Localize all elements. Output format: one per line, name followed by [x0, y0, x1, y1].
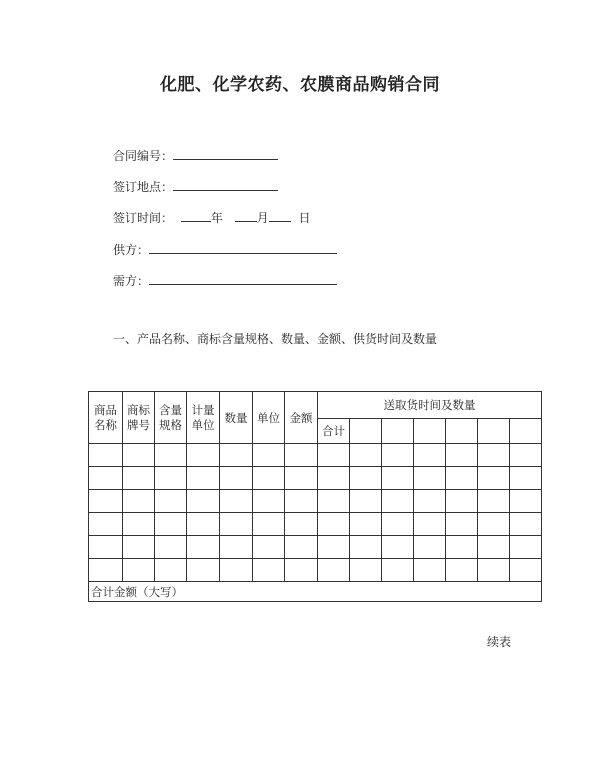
- table-cell[interactable]: [510, 490, 542, 513]
- table-cell[interactable]: [155, 490, 187, 513]
- table-cell[interactable]: [187, 444, 220, 467]
- table-cell[interactable]: [382, 513, 414, 536]
- table-row: [89, 559, 542, 582]
- table-cell[interactable]: [89, 444, 123, 467]
- table-cell[interactable]: [350, 513, 382, 536]
- table-row: [89, 467, 542, 490]
- table-cell[interactable]: [446, 467, 478, 490]
- day-label: 日: [298, 211, 311, 225]
- table-cell[interactable]: [155, 536, 187, 559]
- table-cell[interactable]: [350, 559, 382, 582]
- table-cell[interactable]: [155, 467, 187, 490]
- table-row: [89, 513, 542, 536]
- table-cell[interactable]: [123, 536, 155, 559]
- sign-time-field: [113, 208, 311, 226]
- sign-day-blank[interactable]: [269, 208, 291, 222]
- table-cell[interactable]: [510, 559, 542, 582]
- table-cell[interactable]: [123, 513, 155, 536]
- table-cell[interactable]: [123, 444, 155, 467]
- table-cell[interactable]: [89, 513, 123, 536]
- table-cell[interactable]: [318, 559, 350, 582]
- table-cell[interactable]: [446, 419, 478, 444]
- table-row: [89, 444, 542, 467]
- table-cell[interactable]: [155, 559, 187, 582]
- table-cell[interactable]: [89, 559, 123, 582]
- table-cell[interactable]: [350, 467, 382, 490]
- table-cell[interactable]: [478, 559, 510, 582]
- buyer-blank[interactable]: [149, 271, 337, 285]
- table-cell[interactable]: [382, 559, 414, 582]
- table-cell[interactable]: [446, 536, 478, 559]
- table-cell[interactable]: [187, 536, 220, 559]
- table-cell[interactable]: [187, 467, 220, 490]
- table-cell[interactable]: [510, 536, 542, 559]
- table-row: [89, 490, 542, 513]
- table-cell[interactable]: [478, 536, 510, 559]
- contract-number-blank[interactable]: [173, 146, 278, 160]
- table-cell[interactable]: [155, 513, 187, 536]
- year-label: 年: [210, 211, 223, 225]
- table-cell[interactable]: [155, 444, 187, 467]
- supplier-field: [113, 240, 337, 258]
- table-cell[interactable]: [253, 513, 285, 536]
- table-cell[interactable]: [510, 444, 542, 467]
- table-cell[interactable]: [414, 444, 446, 467]
- buyer-field: [113, 271, 337, 289]
- table-cell[interactable]: [478, 490, 510, 513]
- table-cell[interactable]: [253, 490, 285, 513]
- header-subtotal: 合计: [318, 419, 350, 444]
- month-label: 月: [256, 211, 269, 225]
- table-cell[interactable]: [414, 536, 446, 559]
- table-cell[interactable]: [478, 444, 510, 467]
- table-cell[interactable]: [285, 444, 318, 467]
- table-cell[interactable]: [382, 419, 414, 444]
- header-amount: 金额: [285, 392, 318, 444]
- table-cell[interactable]: [89, 467, 123, 490]
- table-cell[interactable]: [285, 513, 318, 536]
- table-cell[interactable]: [350, 490, 382, 513]
- table-cell[interactable]: [253, 467, 285, 490]
- table-cell[interactable]: [414, 467, 446, 490]
- contract-number-label: 合同编号：: [113, 149, 174, 163]
- table-cell[interactable]: [220, 444, 253, 467]
- table-cell[interactable]: [510, 513, 542, 536]
- header-unit: 单位: [253, 392, 285, 444]
- total-amount-label[interactable]: 合计金额（大写）: [89, 582, 542, 602]
- table-cell[interactable]: [478, 419, 510, 444]
- table-cell[interactable]: [446, 559, 478, 582]
- total-row: [89, 582, 542, 602]
- sign-time-label: 签订时间：: [113, 211, 174, 225]
- table-cell[interactable]: [187, 559, 220, 582]
- table-cell[interactable]: [414, 513, 446, 536]
- table-cell[interactable]: [285, 490, 318, 513]
- table-cell[interactable]: [478, 513, 510, 536]
- table-cell[interactable]: [187, 513, 220, 536]
- table-cell[interactable]: [220, 536, 253, 559]
- table-cell[interactable]: [123, 490, 155, 513]
- table-cell[interactable]: [414, 490, 446, 513]
- header-unit-of-measure: 计量 单位: [187, 392, 220, 444]
- table-cell[interactable]: [220, 513, 253, 536]
- sign-month-blank[interactable]: [235, 208, 257, 222]
- section-1-heading: 一、产品名称、商标含量规格、数量、金额、供货时间及数量: [113, 332, 438, 346]
- sign-place-label: 签订地点：: [113, 180, 174, 194]
- table-cell[interactable]: [318, 444, 350, 467]
- table-row: [89, 536, 542, 559]
- table-cell[interactable]: [220, 490, 253, 513]
- table-cell[interactable]: [382, 467, 414, 490]
- table-cell[interactable]: [253, 559, 285, 582]
- table-cell[interactable]: [285, 559, 318, 582]
- header-spec: 含量 规格: [155, 392, 187, 444]
- table-cell[interactable]: [318, 467, 350, 490]
- table-cell[interactable]: [510, 419, 542, 444]
- contract-number-field: [113, 146, 278, 164]
- table-cell[interactable]: [318, 536, 350, 559]
- table-cell[interactable]: [187, 490, 220, 513]
- table-cell[interactable]: [123, 467, 155, 490]
- table-cell[interactable]: [220, 559, 253, 582]
- table-cell[interactable]: [285, 467, 318, 490]
- table-cell[interactable]: [382, 536, 414, 559]
- sign-year-blank[interactable]: [181, 208, 211, 222]
- document-title: 化肥、化学农药、农膜商品购销合同: [160, 75, 440, 95]
- header-brand: 商标 牌号: [123, 392, 155, 444]
- table-cell[interactable]: [446, 513, 478, 536]
- table-cell[interactable]: [350, 444, 382, 467]
- header-delivery: 送取货时间及数量: [318, 392, 542, 419]
- table-cell[interactable]: [89, 536, 123, 559]
- table-cell[interactable]: [253, 536, 285, 559]
- buyer-label: 需方：: [113, 274, 150, 288]
- sign-place-blank[interactable]: [173, 177, 278, 191]
- table-cell[interactable]: [446, 444, 478, 467]
- table-cell[interactable]: [318, 490, 350, 513]
- table-cell[interactable]: [382, 444, 414, 467]
- table-cell[interactable]: [382, 490, 414, 513]
- product-table: [88, 391, 542, 602]
- header-product-name: 商品 名称: [89, 392, 123, 444]
- table-cell[interactable]: [318, 513, 350, 536]
- table-cell[interactable]: [350, 419, 382, 444]
- supplier-blank[interactable]: [149, 240, 337, 254]
- table-cell[interactable]: [414, 559, 446, 582]
- table-cell[interactable]: [478, 467, 510, 490]
- sign-place-field: [113, 177, 278, 195]
- table-cell[interactable]: [89, 490, 123, 513]
- header-quantity: 数量: [220, 392, 253, 444]
- table-cell[interactable]: [446, 490, 478, 513]
- supplier-label: 供方：: [113, 243, 150, 257]
- table-cell[interactable]: [285, 536, 318, 559]
- table-cell[interactable]: [350, 536, 382, 559]
- table-cell[interactable]: [414, 419, 446, 444]
- table-cell[interactable]: [510, 467, 542, 490]
- table-cell[interactable]: [220, 467, 253, 490]
- table-cell[interactable]: [123, 559, 155, 582]
- continued-label: 续表: [487, 635, 512, 649]
- table-cell[interactable]: [253, 444, 285, 467]
